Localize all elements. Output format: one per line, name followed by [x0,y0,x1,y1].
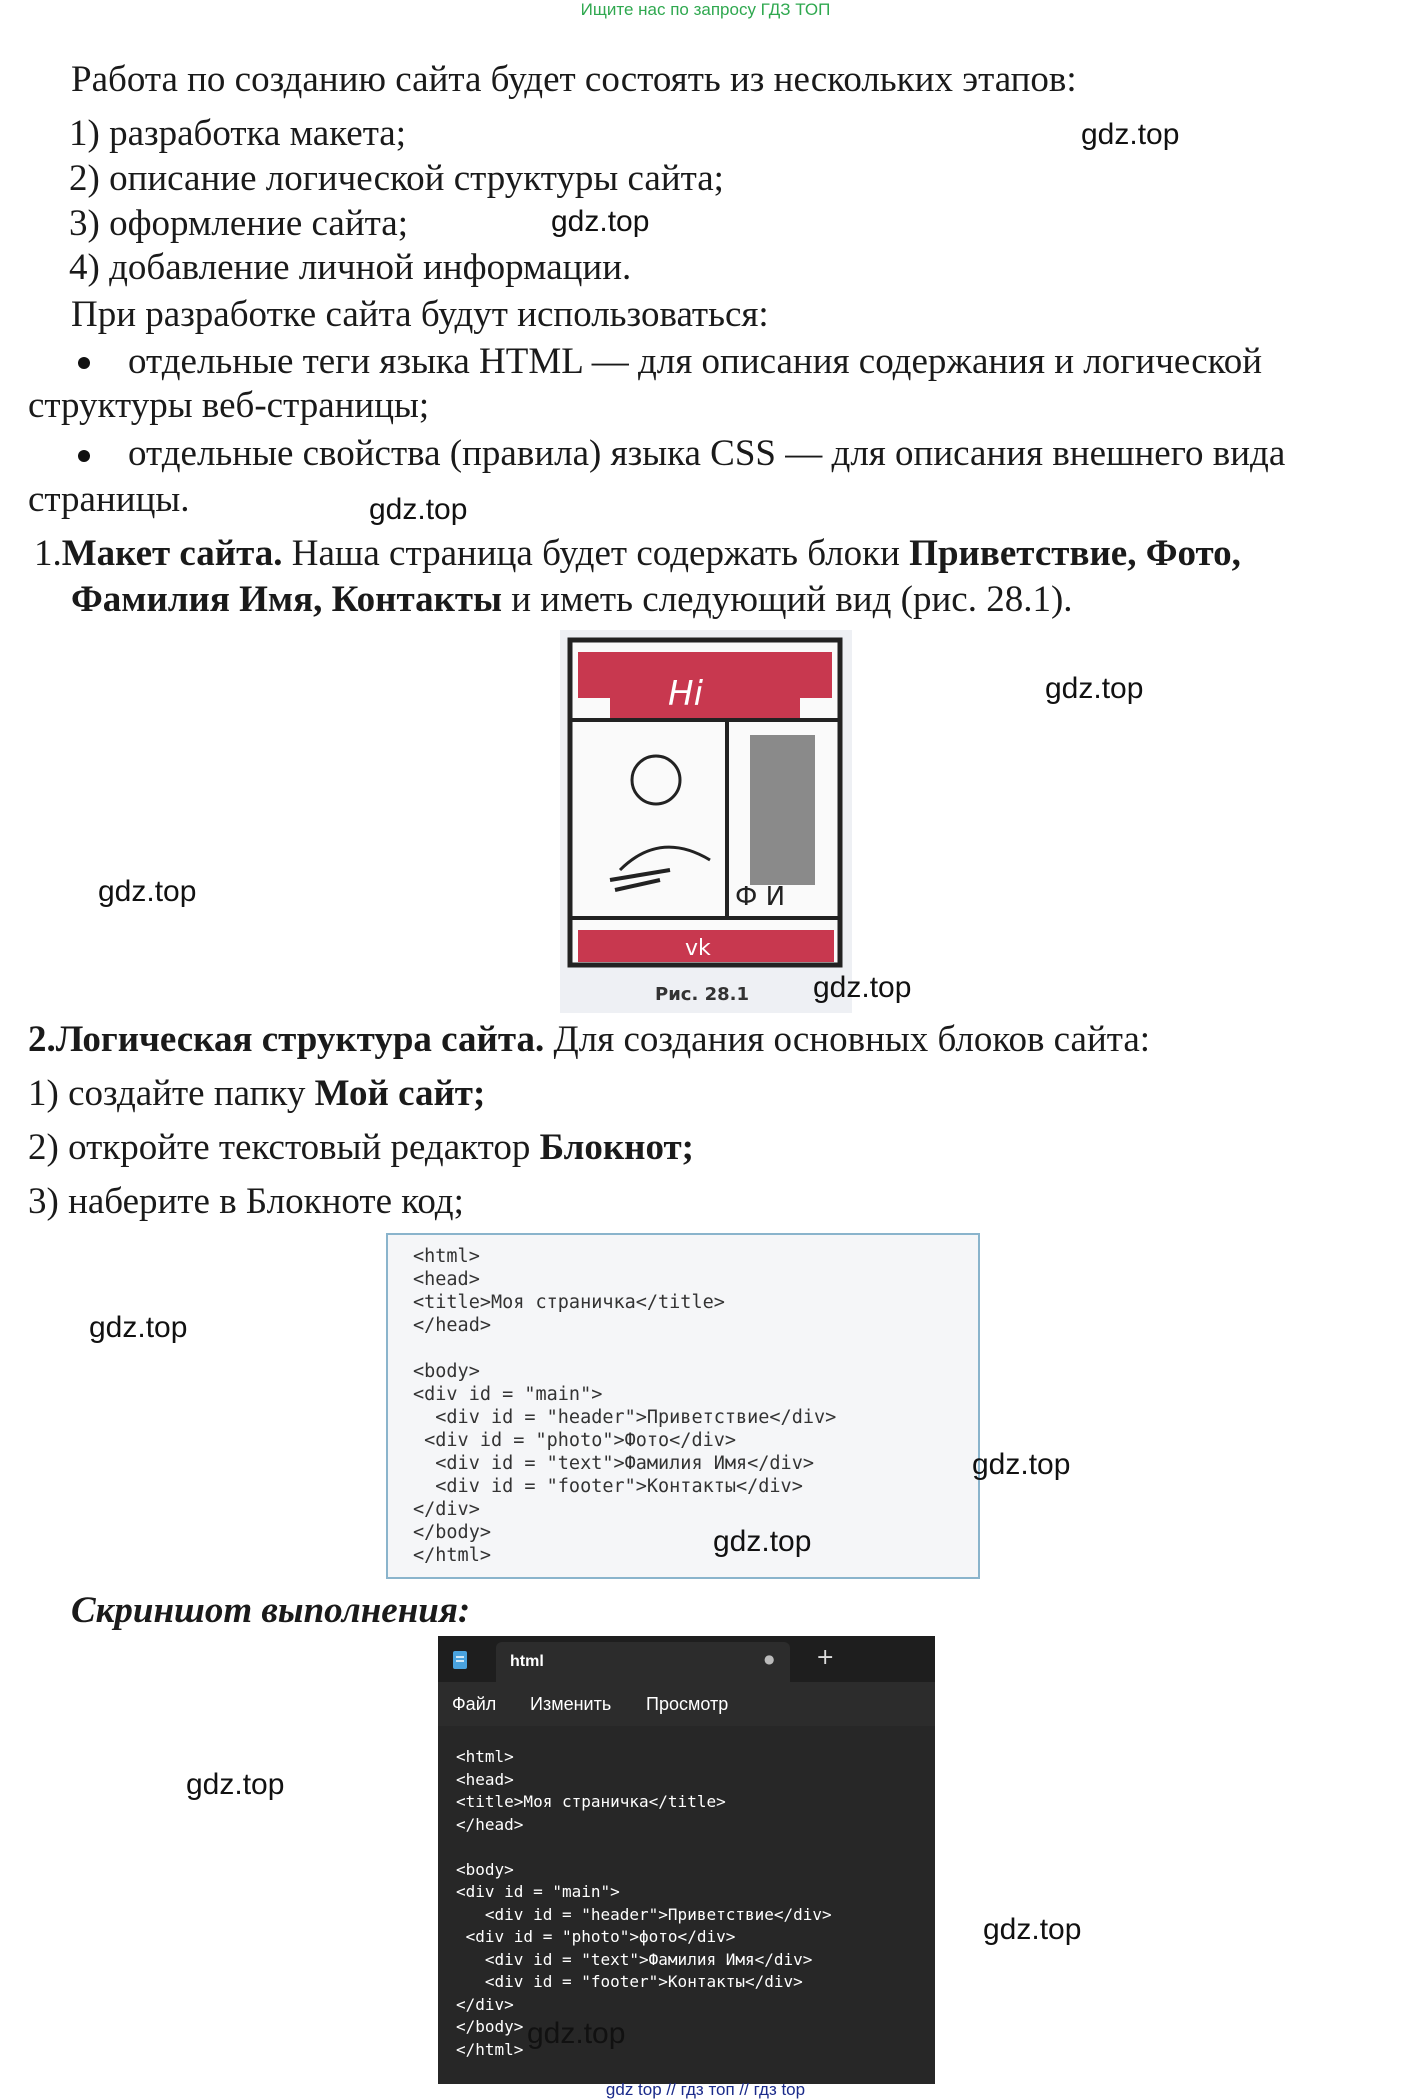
notepad-tab-bar [438,1636,935,1682]
menu-file[interactable]: Файл [452,1694,497,1714]
figure-vk-text: vk [685,936,711,961]
tab-html[interactable] [496,1642,790,1682]
notepad-menu-bar [438,1682,935,1726]
section2-step1: 1) создайте папку Мой сайт; [28,1073,486,1114]
notepad-app-icon [452,1650,468,1670]
section2-step3: 3) наберите в Блокноте код; [28,1181,464,1222]
watermark: gdz.top [983,1913,1082,1946]
tab-title: html [510,1653,544,1670]
section2-heading: 2.Логическая структура сайта. Для создания основных блоков сайта: [28,1019,1151,1060]
watermark: gdz.top [89,1311,188,1344]
notepad-text-area[interactable]: <html> <head> <title>Моя страничка</title> </head> <body> <div id = "main"> <div id = "header">Приветствие</div> <div id = "photo">фото</div> <div id = "text">Фамилия Имя</div> <div id = "footer">Контакты</div> </div> </body> </html> [456,1747,832,2059]
bullet-dot [78,357,90,369]
watermark: gdz.top [369,493,468,526]
bullet2-line2: страницы. [28,479,190,520]
menu-view[interactable]: Просмотр [646,1694,729,1714]
watermark: gdz.top [713,1525,812,1558]
bullet1-line2: структуры веб-страницы; [28,385,430,426]
menu-edit[interactable]: Изменить [530,1694,612,1714]
watermark: gdz.top [551,205,650,238]
step-4: 4) добавление личной информации. [69,247,632,288]
watermark: gdz.top [527,2017,626,2050]
watermark: gdz.top [186,1768,285,1801]
figure-28-1 [560,630,852,1013]
step-3: 3) оформление сайта; [69,203,408,244]
step-2: 2) описание логической структуры сайта; [69,158,724,199]
section1-line1: 1.Макет сайта. Наша страница будет содержать блоки Приветствие, Фото, [34,533,1241,574]
watermark: gdz.top [98,875,197,908]
intro-lead: Работа по созданию сайта будет состоять из нескольких этапов: [71,59,1077,100]
watermark: gdz.top [1045,672,1144,705]
screenshot-label: Скриншот выполнения: [71,1590,471,1631]
watermark: gdz.top [813,971,912,1004]
watermark: gdz.top [972,1448,1071,1481]
uses-lead: При разработке сайта будут использоваться: [71,294,769,335]
step-1: 1) разработка макета; [69,113,407,154]
watermark: gdz.top [1081,118,1180,151]
section1-line2: Фамилия Имя, Контакты и иметь следующий вид (рис. 28.1). [71,579,1073,620]
book-code-listing: <html> <head> <title>Моя страничка</title> </head> <body> <div id = "main"> <div id = "header">Приветствие</div> <div id = "photo">Фото</div> <div id = "text">Фамилия Имя</div> <div id = "footer">Контакты</div> </div> </body> </html> [413,1246,837,1566]
section2-step2: 2) откройте текстовый редактор Блокнот; [28,1127,694,1168]
book-code-image [386,1233,980,1579]
bullet-dot [78,450,90,462]
figure-hi-text: Hi [668,674,704,714]
figure-caption: Рис. 28.1 [655,984,749,1005]
footer-note: gdz top // гдз топ // гдз top [605,2080,806,2099]
notepad-window [438,1636,935,2084]
page-mockup-drawing [560,630,852,1013]
figure-fi-text: Ф И [735,882,786,912]
bullet1-line1: отдельные теги языка HTML — для описания содержания и логической [128,341,1263,382]
bullet2-line1: отдельные свойства (правила) языка CSS — для описания внешнего вида [128,433,1286,474]
new-tab-button[interactable]: + [816,1645,835,1670]
top-search-note: Ищите нас по запросу ГДЗ ТОП [580,0,831,19]
unsaved-dot-icon[interactable]: ● [764,1652,775,1666]
